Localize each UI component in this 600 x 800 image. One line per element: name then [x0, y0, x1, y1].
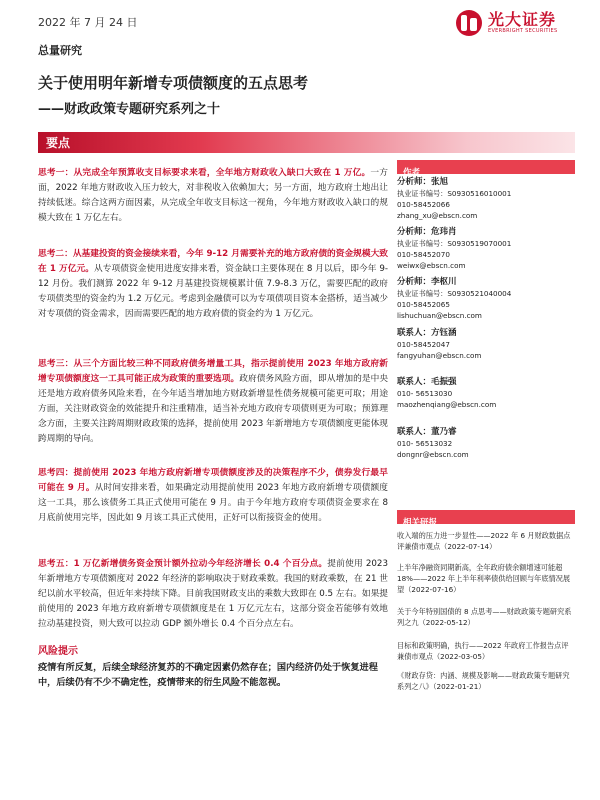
risk-text: 疫情有所反复，后续全球经济复苏的不确定因素仍然存在；国内经济仍处于恢复进程中，后续仍有不少不确定性，疫情带来的衍生风险不能忽视。 [38, 662, 378, 688]
authors-header [397, 160, 575, 178]
contact-1 [397, 327, 575, 361]
analyst-cert: 执业证书编号：S0930516010001 [397, 189, 512, 198]
analyst-name: 分析师：李枢川 [397, 277, 457, 287]
analyst-email[interactable]: zhang_xu@ebscn.com [397, 211, 478, 220]
analyst-3 [397, 276, 575, 321]
contact-email[interactable]: dongnr@ebscn.com [397, 450, 469, 459]
point-3-body: 政府债务风险方面，即从增加的是中央还是地方政府债务风险来看，在今年适当增加地方财政新增显性债务规模可能更可取；用途方面，关注财政资金的效能提升和注重精准，适当补充地方政府专项债则更为可取；预算理念方面，主要关注跨周期财政政策的选择，提前使用 2023 年新增地方专项债额度更能体现跨周期的导向。 [38, 374, 389, 444]
report-date: 2022 年 7 月 24 日 [38, 16, 138, 29]
related-header [397, 510, 575, 528]
analyst-name: 分析师：张旭 [397, 177, 449, 187]
brand-name-cn: 光大证券 [488, 10, 557, 29]
related-report-4[interactable]: 目标和政策明确，执行——2022 年政府工作报告点评兼债市观点（2022-03-05） [397, 641, 569, 661]
point-1-body: 一方面，2022 年地方财政收入压力较大，对非税收入依赖加大；另一方面，地方政府土地出让持续低迷。综合这两方面因素，从完成全年收支目标这一视角，今年地方财政收入缺口的规模大致在 1 万亿左右。 [38, 168, 388, 223]
related-label: 相关研报 [403, 518, 438, 528]
analyst-phone: 010-58452065 [397, 300, 450, 309]
key-points-header [38, 132, 575, 153]
analyst-email[interactable]: lishuchuan@ebscn.com [397, 311, 482, 320]
contact-2 [397, 376, 575, 410]
point-5-highlight: 思考五：1 万亿新增债务资金预计额外拉动今年经济增长 0.4 个百分点。 [38, 559, 328, 569]
analyst-cert: 执业证书编号：S0930521040004 [397, 289, 512, 298]
contact-phone: 010- 56513030 [397, 389, 453, 398]
analyst-cert: 执业证书编号：S0930519070001 [397, 239, 512, 248]
key-points-label: 要点 [46, 136, 71, 150]
related-report-1[interactable]: 收入端的压力进一步显性——2022 年 6 月财政数据点评兼债市观点（2022-07-14） [397, 531, 571, 551]
analyst-phone: 010-58452066 [397, 200, 450, 209]
point-4 [38, 466, 388, 526]
contact-email[interactable]: fangyuhan@ebscn.com [397, 351, 482, 360]
point-2 [38, 247, 388, 322]
analyst-2 [397, 226, 575, 271]
related-report-2[interactable]: 上半年净融资同期新高，全年政府债余额增速可能超 18%——2022 年上半年利率债供给回顾与年底情况展望（2022-07-16） [397, 563, 571, 594]
report-subtitle: ——财政政策专题研究系列之十 [38, 102, 221, 117]
point-5 [38, 557, 388, 632]
report-category: 总量研究 [38, 44, 82, 57]
contact-email[interactable]: maozhenqiang@ebscn.com [397, 400, 497, 409]
contact-name: 联系人：毛振强 [397, 377, 457, 387]
point-4-highlight: 思考四：提前使用 2023 年地方政府新增专项债额度涉及的决策程序不少，债券发行最早可能在 9 月。 [38, 468, 388, 493]
point-2-highlight: 思考二：从基建投资的资金接续来看，今年 9-12 月需要补充的地方政府债的资金规模大致在 1 万亿元。 [38, 249, 388, 274]
related-report-3[interactable]: 关于今年特别国债的 8 点思考——财政政策专题研究系列之九（2022-05-12） [397, 607, 572, 627]
contact-phone: 010- 56513032 [397, 439, 453, 448]
contact-name: 联系人：董乃睿 [397, 427, 457, 437]
point-4-body: 从时间安排来看，如果确定动用提前使用 2023 年地方政府新增专项债额度这一工具，那么该债务工具正式使用可能在 9 月。由于今年地方政府专项债资金要求在 8 月底前使用完毕，因此如 9 月该工具正式使用，正好可以衔接资金的使用。 [38, 483, 388, 523]
contact-name: 联系人：方钰涵 [397, 328, 457, 338]
contact-3 [397, 426, 575, 460]
risk-title: 风险提示 [38, 646, 78, 657]
authors-label: 作者 [403, 168, 421, 178]
point-1 [38, 166, 388, 226]
analyst-name: 分析师：危玮肖 [397, 227, 457, 237]
contact-phone: 010-58452047 [397, 340, 450, 349]
point-3-highlight: 思考三：从三个方面比较三种不同政府债务增量工具，指示提前使用 2023 年地方政府新增专项债额度这一工具可能正成为政策的重要选项。 [38, 359, 388, 384]
analyst-1 [397, 176, 575, 221]
point-2-body: 从专项债资金使用进度安排来看，资金缺口主要体现在 8 月以后，即今年 9-12 月份。我们测算 2022 年 9-12 月基建投资规模累计值 7.9-8.3 万亿，需要匹配的政府专项债类型的资金约为 1.2 万亿元。考虑到金融债可以为专项债项目资本金搭桥，适当减少对专项债的资金需求，因而需要匹配的地方政府债的资金约为 1 万亿元。 [38, 264, 388, 319]
brand-logo [456, 6, 568, 40]
point-3 [38, 357, 388, 447]
brand-name-en: EVERBRIGHT SECURITIES [488, 28, 558, 34]
analyst-email[interactable]: weiwx@ebscn.com [397, 261, 466, 270]
point-5-body: 提前使用 2023 年新增地方专项债额度对 2022 年经济的影响取决于财政乘数。我国的财政乘数，在 21 世纪以前水平较高，但近年来持续下降。目前我国财政支出的乘数大致即在 0.5 左右。如果提前使用的 2023 年地方政府新增专项债额度是在 1 万亿元左右，这部分资金若能够有效地拉动基建投资，则大致可以拉动 GDP 额外增长 0.4 个百分点左右。 [38, 559, 388, 629]
brand-mark-icon [456, 10, 482, 36]
report-title: 关于使用明年新增专项债额度的五点思考 [38, 74, 309, 92]
point-1-highlight: 思考一：从完成全年预算收支目标要求来看，全年地方财政收入缺口大致在 1 万亿。 [38, 168, 371, 178]
related-report-5[interactable]: 《财政存贷：内涵、规模及影响——财政政策专题研究系列之八》（2022-01-21） [397, 671, 570, 691]
analyst-phone: 010-58452070 [397, 250, 450, 259]
